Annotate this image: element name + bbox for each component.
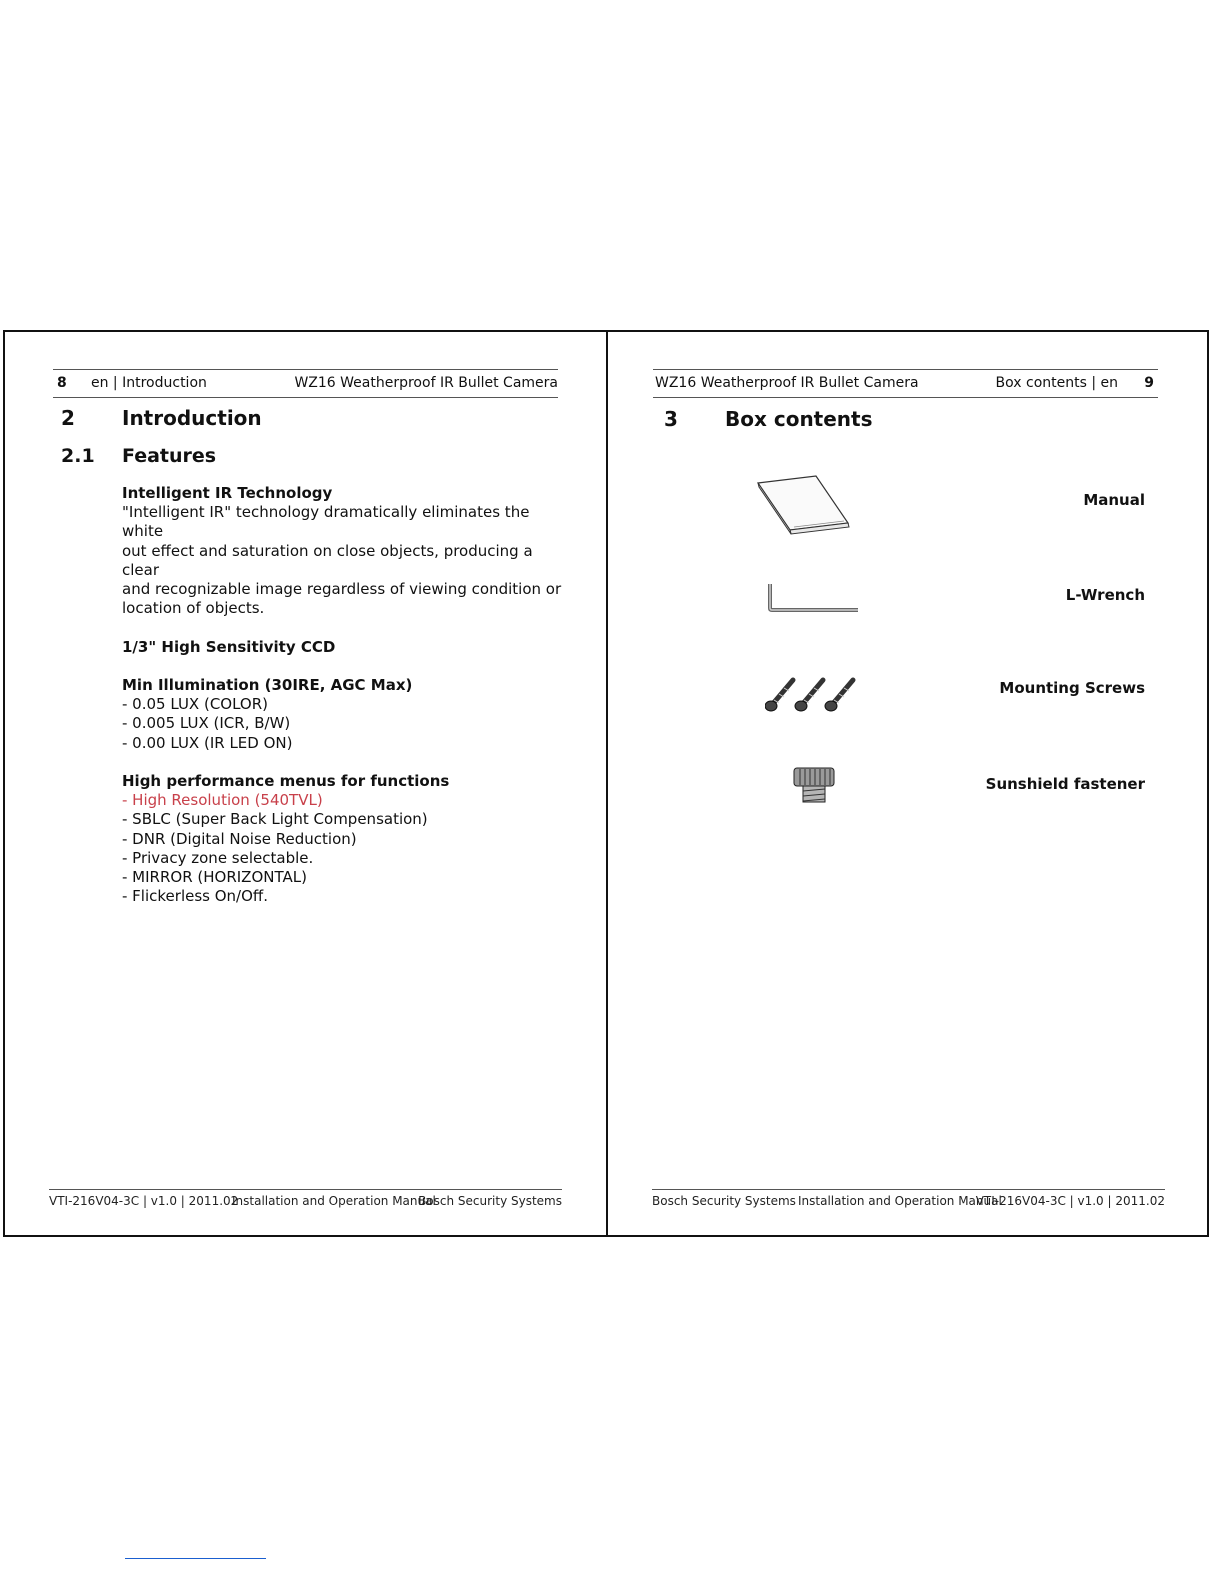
- page-header: [53, 369, 558, 398]
- l-wrench-icon: [768, 582, 860, 612]
- section-title: Features: [122, 445, 217, 467]
- box-item-sunshield-fastener: [608, 760, 1209, 830]
- page-footer: [652, 1189, 1165, 1214]
- item-label: L-Wrench: [1065, 586, 1145, 604]
- chapter-number: 2: [61, 406, 75, 430]
- feature-block: [122, 638, 562, 657]
- page-number: 8: [57, 375, 67, 391]
- header-section: en | Introduction: [91, 375, 207, 391]
- book-spread: [3, 330, 1209, 1237]
- feature-title: Intelligent IR Technology: [122, 484, 333, 502]
- feature-line: and recognizable image regardless of viewing condition or: [122, 580, 562, 599]
- feature-line: - 0.00 LUX (IR LED ON): [122, 733, 293, 752]
- footer-company: Bosch Security Systems: [652, 1194, 796, 1208]
- box-item-mounting-screws: [608, 664, 1209, 734]
- item-label: Sunshield fastener: [985, 775, 1145, 793]
- feature-line: - SBLC (Super Back Light Compensation): [122, 810, 428, 829]
- box-item-manual: [608, 467, 1209, 537]
- item-label: Manual: [1083, 491, 1145, 509]
- right-page: [608, 332, 1209, 1235]
- feature-block: [122, 484, 562, 618]
- feature-line: "Intelligent IR" technology dramatically eliminates the white: [122, 503, 530, 541]
- header-title: WZ16 Weatherproof IR Bullet Camera: [294, 375, 558, 391]
- feature-line: - 0.005 LUX (ICR, B/W): [122, 714, 291, 733]
- feature-title: 1/3" High Sensitivity CCD: [122, 637, 336, 656]
- feature-line: out effect and saturation on close objects, producing a clear: [122, 541, 533, 579]
- feature-line-highlight: - High Resolution (540TVL): [122, 791, 323, 810]
- left-page: [5, 332, 606, 1235]
- feature-line: location of objects.: [122, 599, 265, 618]
- features-body: [122, 484, 562, 926]
- chapter-title: Box contents: [725, 407, 873, 431]
- header-section: Box contents | en: [995, 375, 1118, 391]
- footer-manual: Installation and Operation Manual: [232, 1194, 436, 1208]
- footer-doc-id: VTI-216V04-3C | v1.0 | 2011.02: [975, 1194, 1165, 1208]
- page-number: 9: [1144, 375, 1154, 391]
- feature-title: High performance menus for functions: [122, 772, 450, 790]
- page-header: [653, 369, 1158, 398]
- feature-line: - Flickerless On/Off.: [122, 887, 269, 906]
- footer-manual: Installation and Operation Manual: [798, 1194, 1002, 1208]
- page-footer: [49, 1189, 562, 1214]
- footer-doc-id: VTI-216V04-3C | v1.0 | 2011.02: [49, 1194, 239, 1208]
- screws-icon: [765, 672, 861, 712]
- chapter-title: Introduction: [122, 406, 262, 430]
- header-title: WZ16 Weatherproof IR Bullet Camera: [655, 375, 919, 391]
- item-label: Mounting Screws: [999, 679, 1145, 697]
- feature-line: - 0.05 LUX (COLOR): [122, 695, 269, 714]
- chapter-number: 3: [664, 407, 678, 431]
- section-number: 2.1: [61, 445, 95, 467]
- feature-line: - Privacy zone selectable.: [122, 848, 314, 867]
- fastener-icon: [792, 766, 836, 806]
- feature-line: - MIRROR (HORIZONTAL): [122, 868, 307, 887]
- feature-block: [122, 772, 562, 906]
- footer-company: Bosch Security Systems: [418, 1194, 562, 1208]
- feature-line: - DNR (Digital Noise Reduction): [122, 829, 357, 848]
- manual-icon: [756, 473, 852, 535]
- feature-block: [122, 676, 562, 753]
- feature-title: Min Illumination (30IRE, AGC Max): [122, 676, 413, 694]
- footnote-rule: [125, 1558, 266, 1559]
- box-item-l-wrench: [608, 572, 1209, 642]
